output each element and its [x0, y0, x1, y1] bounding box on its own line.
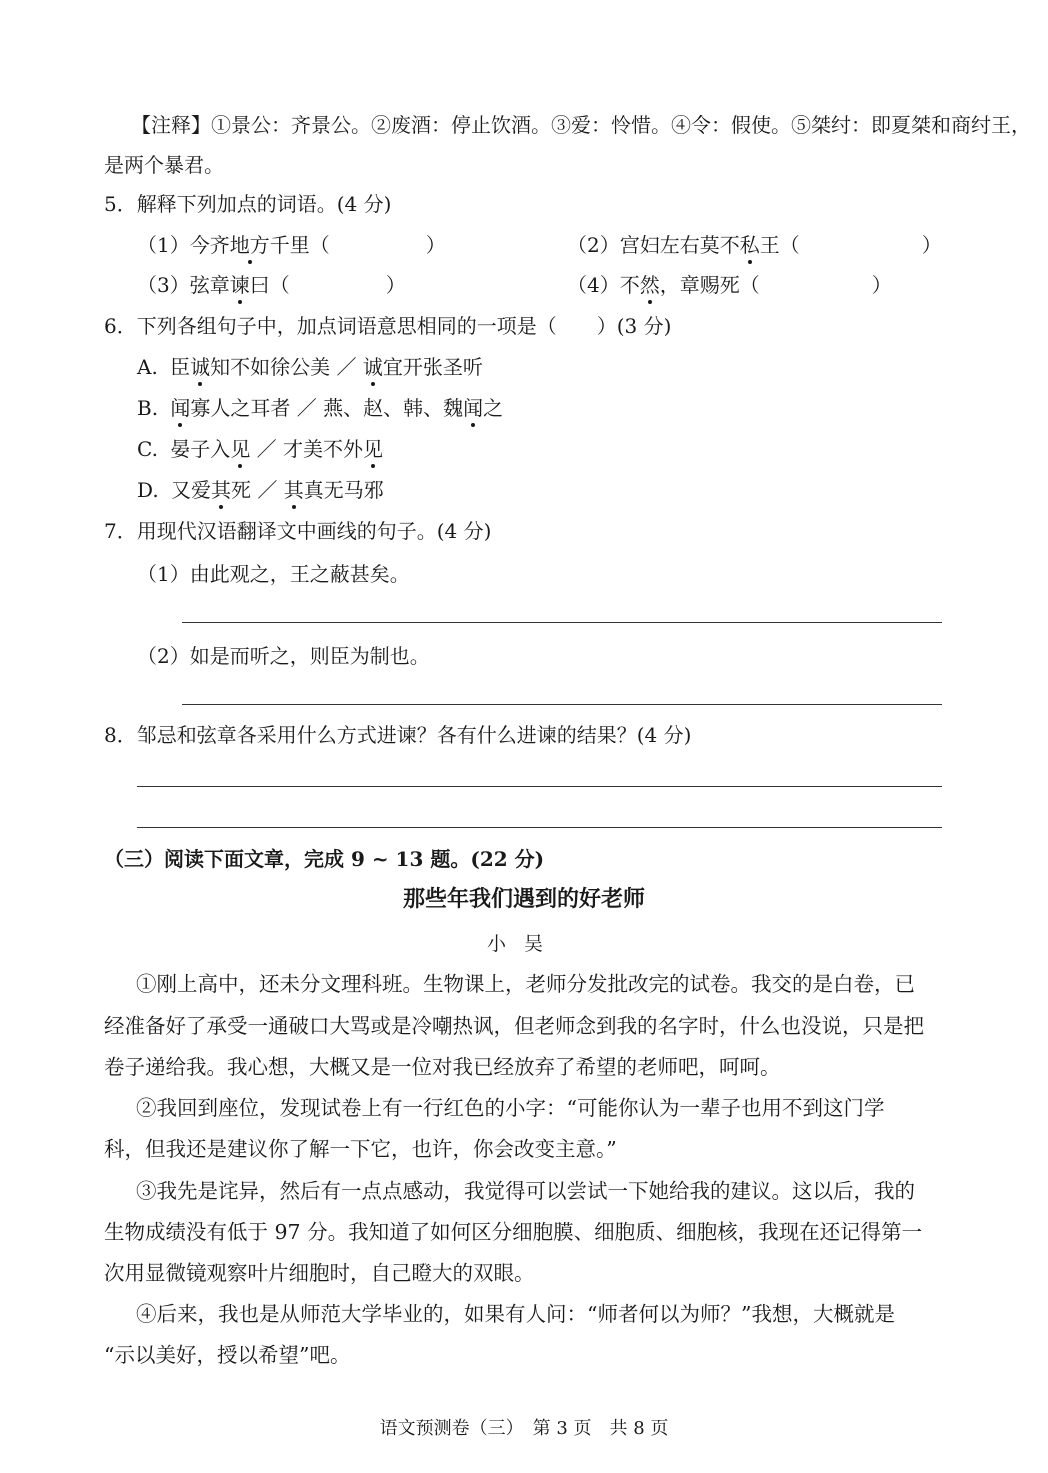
q5-item-3-post: 曰（	[249, 273, 290, 297]
q6-option-b-part1-post: 寡人之耳者	[190, 396, 291, 420]
q6-option-b-letter: B.	[137, 396, 159, 420]
q5-item-1-pre: （1）今齐	[137, 233, 230, 257]
q6-option-b-part1-dot: 闻	[170, 396, 191, 420]
q6-option-a-separator: ／	[336, 355, 357, 379]
question-7-stem: 7．用现代汉语翻译文中画线的句子。(4 分)	[104, 519, 492, 543]
article-title: 那些年我们遇到的好老师	[402, 886, 645, 912]
q5-item-4-pre: （4）不	[567, 273, 640, 297]
paragraph-3-line-2: 生物成绩没有低于 97 分。我知道了如何区分细胞膜、细胞质、细胞核，我现在还记得第一	[104, 1220, 923, 1244]
q5-item-2-pre: （2）宫妇左右莫不	[567, 233, 740, 257]
paragraph-4-line-2: “示以美好，授以希望”吧。	[104, 1343, 351, 1367]
section-3-heading: （三）阅读下面文章，完成 9 ~ 13 题。(22 分)	[104, 847, 545, 871]
q6-option-c-letter: C.	[137, 437, 158, 461]
q6-option-b-part2-post: 之	[483, 396, 504, 420]
paragraph-2-line-2: 科，但我还是建议你了解一下它，也许，你会改变主意。”	[104, 1137, 617, 1161]
q6-option-a-letter: A.	[137, 355, 158, 379]
q5-item-1-close: ）	[425, 233, 446, 257]
q5-item-2-post: 王（	[759, 233, 800, 257]
paragraph-3-line-3: 次用显微镜观察叶片细胞时，自己瞪大的双眼。	[104, 1261, 535, 1285]
q6-option-c-part1-dot: 见	[230, 437, 251, 461]
q6-option-a	[137, 353, 483, 381]
q5-item-4-dotted: 然	[639, 273, 660, 297]
q6-option-d-part1-post: 死	[231, 478, 252, 502]
q6-option-c	[137, 435, 383, 463]
q6-option-b-part2-dot: 闻	[463, 396, 484, 420]
article-author: 小吴	[486, 933, 561, 955]
notes-line-1: 【注释】①景公：齐景公。②废酒：停止饮酒。③爱：怜惜。④令：假使。⑤桀纣：即夏桀和商纣王，	[131, 113, 1031, 137]
q7-item-2-answer-line	[182, 704, 942, 705]
q6-option-d-part2-post: 真无马邪	[303, 478, 384, 502]
q8-answer-line-2	[137, 827, 942, 828]
paragraph-1-line-3: 卷子递给我。我心想，大概又是一位对我已经放弃了希望的老师吧，呵呵。	[104, 1055, 781, 1079]
q5-item-4	[567, 271, 892, 299]
q6-option-d-separator: ／	[257, 478, 278, 502]
q5-item-1	[137, 231, 446, 259]
q5-item-4-close: ）	[871, 273, 892, 297]
page-footer: 语文预测卷（三） 第 3 页 共 8 页	[379, 1418, 669, 1439]
q7-item-2: （2）如是而听之，则臣为制也。	[137, 644, 430, 668]
q5-item-2	[567, 231, 942, 259]
paragraph-1-line-2: 经准备好了承受一通破口大骂或是冷嘲热讽，但老师念到我的名字时，什么也没说，只是把	[104, 1014, 924, 1038]
q5-item-3-close: ）	[385, 273, 406, 297]
q5-item-2-dotted: 私	[739, 233, 760, 257]
q6-option-a-part2-dot: 诚	[362, 355, 383, 379]
q6-option-a-part1-dot: 诚	[190, 355, 211, 379]
q6-option-a-part2-post: 宜开张圣听	[382, 355, 483, 379]
q6-option-c-part2-pre: 才美不外	[283, 437, 364, 461]
q5-item-3-dotted: 谏	[229, 273, 250, 297]
q6-option-b	[137, 394, 503, 422]
q6-option-d-letter: D.	[137, 478, 159, 502]
paragraph-2-line-1: ②我回到座位，发现试卷上有一行红色的小字：“可能你认为一辈子也用不到这门学	[136, 1096, 885, 1120]
q6-option-a-part1-post: 知不如徐公美	[210, 355, 331, 379]
q6-option-d-part2-dot: 其	[283, 478, 304, 502]
notes-line-2: 是两个暴君。	[104, 153, 224, 177]
question-5-stem: 5．解释下列加点的词语。(4 分)	[104, 192, 392, 216]
q5-item-1-dotted: 地方	[229, 233, 270, 257]
q5-item-1-post: 千里（	[269, 233, 330, 257]
q6-option-b-separator: ／	[296, 396, 317, 420]
q6-option-d-part1-pre: 又爱	[171, 478, 212, 502]
question-6-stem: 6．下列各组句子中，加点词语意思相同的一项是（ ）(3 分)	[104, 314, 672, 338]
q6-option-a-part1-pre: 臣	[170, 355, 191, 379]
q6-option-c-part2-dot: 见	[363, 437, 384, 461]
paragraph-3-line-1: ③我先是诧异，然后有一点点感动，我觉得可以尝试一下她给我的建议。这以后，我的	[136, 1179, 915, 1203]
q5-item-3	[137, 271, 406, 299]
q6-option-d-part1-dot: 其	[211, 478, 232, 502]
paragraph-4-line-1: ④后来，我也是从师范大学毕业的，如果有人问：“师者何以为师？”我想，大概就是	[136, 1302, 895, 1326]
q6-option-c-separator: ／	[256, 437, 277, 461]
q6-option-b-part2-pre: 燕、赵、韩、魏	[323, 396, 464, 420]
q8-answer-line-1	[137, 786, 942, 787]
paragraph-1-line-1: ①刚上高中，还未分文理科班。生物课上，老师分发批改完的试卷。我交的是白卷，已	[136, 972, 915, 996]
q5-item-4-post: ，章赐死（	[659, 273, 760, 297]
q6-option-d	[137, 476, 384, 504]
q5-item-3-pre: （3）弦章	[137, 273, 230, 297]
question-8-stem: 8．邹忌和弦章各采用什么方式进谏？各有什么进谏的结果？(4 分)	[104, 723, 692, 747]
q6-option-c-part1-pre: 晏子入	[170, 437, 231, 461]
q7-item-1: （1）由此观之，王之蔽甚矣。	[137, 562, 410, 586]
q7-item-1-answer-line	[182, 622, 942, 623]
q5-item-2-close: ）	[921, 233, 942, 257]
